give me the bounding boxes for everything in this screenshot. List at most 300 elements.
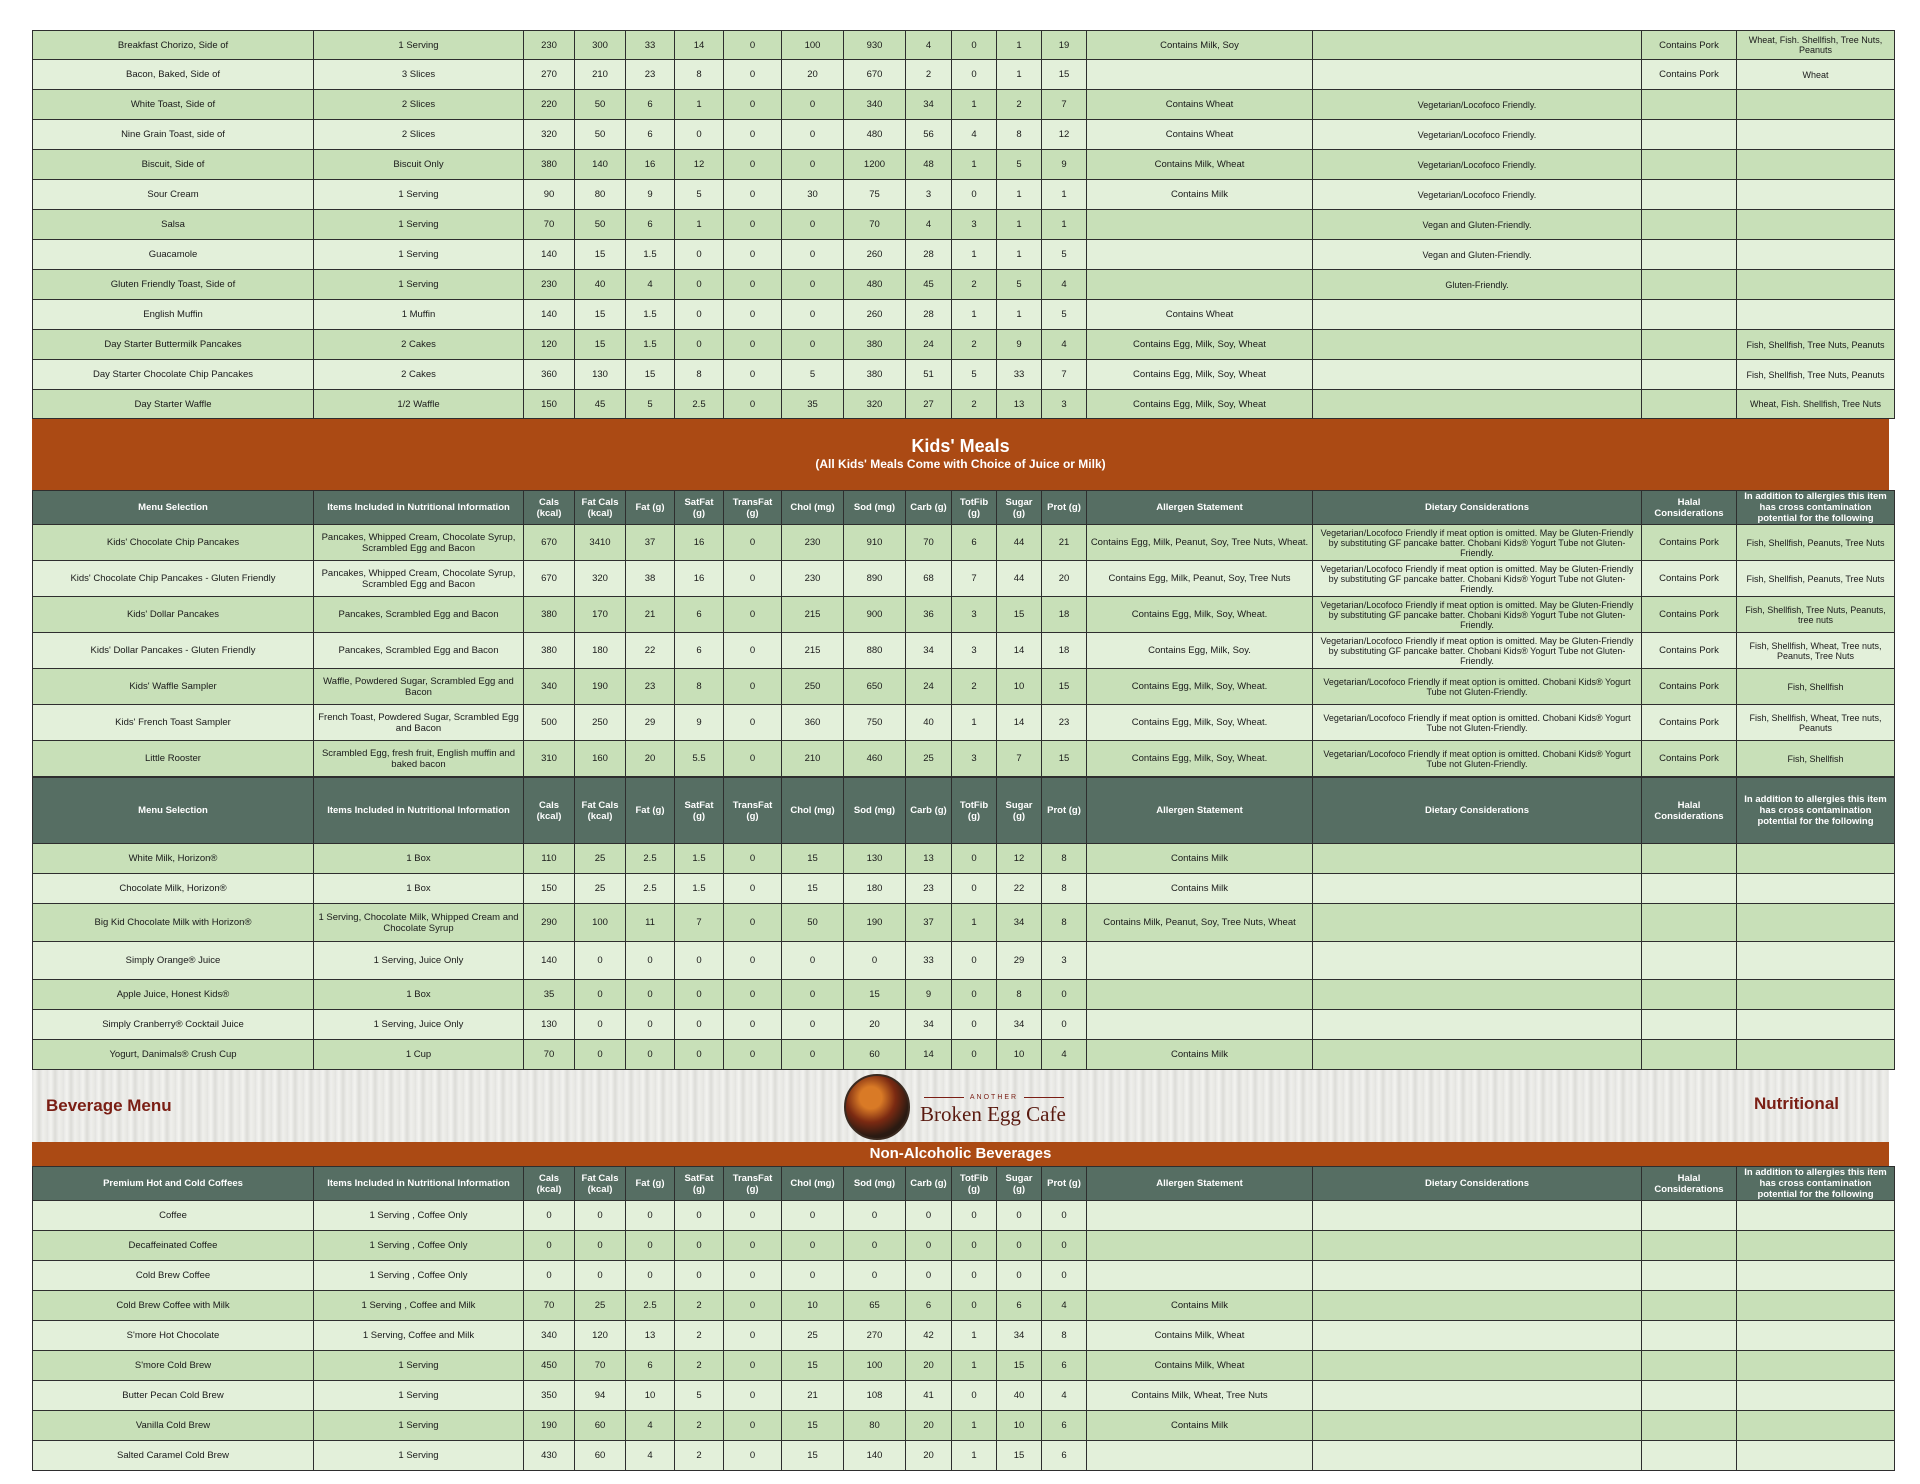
cell-allergen: Contains Egg, Milk, Soy, Wheat. <box>1087 597 1313 633</box>
cell-cross: Fish, Shellfish, Wheat, Tree nuts, Peanuts <box>1737 705 1895 741</box>
cell-sod: 60 <box>844 1040 906 1070</box>
table-row <box>33 270 1895 300</box>
cell-prot: 15 <box>1042 60 1087 90</box>
cell-trans: 0 <box>724 597 782 633</box>
cell-fib: 3 <box>952 210 997 240</box>
column-header-fib: TotFib (g) <box>952 778 997 844</box>
cell-carb: 34 <box>906 1010 952 1040</box>
cell-sod: 460 <box>844 741 906 777</box>
cell-halal <box>1642 1441 1737 1471</box>
cell-sod: 20 <box>844 1010 906 1040</box>
table-row <box>33 705 1895 741</box>
cell-fatcals: 25 <box>575 844 626 874</box>
cell-cross <box>1737 120 1895 150</box>
cell-trans: 0 <box>724 942 782 980</box>
cell-fib: 5 <box>952 360 997 390</box>
cell-halal <box>1642 1321 1737 1351</box>
cell-fat: 11 <box>626 904 675 942</box>
table-row <box>33 210 1895 240</box>
cell-satfat: 1.5 <box>675 874 724 904</box>
cell-name: Simply Cranberry® Cocktail Juice <box>33 1010 314 1040</box>
cell-chol: 0 <box>782 210 844 240</box>
cell-chol: 230 <box>782 561 844 597</box>
cell-cross <box>1737 1291 1895 1321</box>
column-header-dietary: Dietary Considerations <box>1313 491 1642 525</box>
cell-cals: 70 <box>524 210 575 240</box>
cell-cals: 500 <box>524 705 575 741</box>
cell-sod: 260 <box>844 300 906 330</box>
cell-fatcals: 94 <box>575 1381 626 1411</box>
cell-trans: 0 <box>724 1351 782 1381</box>
cell-dietary: Vegetarian/Locofoco Friendly. <box>1313 180 1642 210</box>
cell-trans: 0 <box>724 60 782 90</box>
header-row <box>33 778 1895 844</box>
cell-serving: 1 Serving <box>314 1351 524 1381</box>
cell-chol: 250 <box>782 669 844 705</box>
cell-trans: 0 <box>724 1381 782 1411</box>
cell-sod: 320 <box>844 390 906 419</box>
cell-carb: 20 <box>906 1441 952 1471</box>
cell-name: Kids' French Toast Sampler <box>33 705 314 741</box>
cell-cross <box>1737 1381 1895 1411</box>
table-row <box>33 90 1895 120</box>
cell-serving: 1 Serving, Coffee and Milk <box>314 1321 524 1351</box>
cell-sugar: 0 <box>997 1261 1042 1291</box>
cell-carb: 13 <box>906 844 952 874</box>
cell-cross <box>1737 844 1895 874</box>
column-header-fib: TotFib (g) <box>952 1167 997 1201</box>
cell-halal <box>1642 360 1737 390</box>
column-header-dietary: Dietary Considerations <box>1313 1167 1642 1201</box>
cell-serving: 1 Serving <box>314 1441 524 1471</box>
cell-fatcals: 0 <box>575 980 626 1010</box>
cell-sugar: 8 <box>997 120 1042 150</box>
cell-satfat: 5 <box>675 1381 724 1411</box>
table-row <box>33 1411 1895 1441</box>
cell-prot: 7 <box>1042 90 1087 120</box>
cell-cross <box>1737 1231 1895 1261</box>
cell-sod: 380 <box>844 360 906 390</box>
cell-dietary <box>1313 1201 1642 1231</box>
column-header-items: Items Included in Nutritional Information <box>314 778 524 844</box>
cell-dietary <box>1313 980 1642 1010</box>
cell-halal <box>1642 390 1737 419</box>
cell-sugar: 10 <box>997 1040 1042 1070</box>
cell-halal <box>1642 240 1737 270</box>
cell-carb: 4 <box>906 210 952 240</box>
cell-prot: 18 <box>1042 597 1087 633</box>
column-header-allergen: Allergen Statement <box>1087 491 1313 525</box>
non-alcoholic-banner: Non-Alcoholic Beverages <box>32 1142 1889 1166</box>
cell-cals: 670 <box>524 525 575 561</box>
column-header-sugar: Sugar (g) <box>997 1167 1042 1201</box>
cell-sod: 0 <box>844 1231 906 1261</box>
table-row <box>33 300 1895 330</box>
table-row <box>33 633 1895 669</box>
cell-halal <box>1642 120 1737 150</box>
cell-trans: 0 <box>724 360 782 390</box>
cell-satfat: 8 <box>675 60 724 90</box>
cell-satfat: 16 <box>675 561 724 597</box>
cell-allergen: Contains Milk <box>1087 1411 1313 1441</box>
cell-cals: 130 <box>524 1010 575 1040</box>
cell-name: Day Starter Buttermilk Pancakes <box>33 330 314 360</box>
cell-fatcals: 0 <box>575 1010 626 1040</box>
cell-sugar: 13 <box>997 390 1042 419</box>
cell-trans: 0 <box>724 525 782 561</box>
cell-sugar: 44 <box>997 525 1042 561</box>
column-header-fat: Fat (g) <box>626 1167 675 1201</box>
column-header-sod: Sod (mg) <box>844 491 906 525</box>
cell-allergen: Contains Egg, Milk, Peanut, Soy, Tree Nuts, Wheat. <box>1087 525 1313 561</box>
cell-chol: 21 <box>782 1381 844 1411</box>
cell-serving: 2 Slices <box>314 120 524 150</box>
cell-carb: 20 <box>906 1351 952 1381</box>
cell-fib: 1 <box>952 904 997 942</box>
cell-satfat: 1 <box>675 210 724 240</box>
column-header-satfat: SatFat (g) <box>675 1167 724 1201</box>
cell-chol: 0 <box>782 120 844 150</box>
cell-chol: 50 <box>782 904 844 942</box>
cell-prot: 7 <box>1042 360 1087 390</box>
cell-trans: 0 <box>724 210 782 240</box>
column-header-carb: Carb (g) <box>906 491 952 525</box>
cell-fatcals: 80 <box>575 180 626 210</box>
cell-fatcals: 0 <box>575 1261 626 1291</box>
cell-serving: 1 Box <box>314 980 524 1010</box>
cell-fib: 3 <box>952 741 997 777</box>
column-header-trans: TransFat (g) <box>724 491 782 525</box>
cell-fat: 0 <box>626 942 675 980</box>
cell-fib: 1 <box>952 1411 997 1441</box>
cell-cals: 380 <box>524 633 575 669</box>
cell-fatcals: 0 <box>575 1201 626 1231</box>
column-header-halal: Halal Considerations <box>1642 491 1737 525</box>
column-header-cals: Cals (kcal) <box>524 491 575 525</box>
cell-carb: 24 <box>906 330 952 360</box>
cell-cals: 190 <box>524 1411 575 1441</box>
cell-serving: 1 Serving, Chocolate Milk, Whipped Cream and Chocolate Syrup <box>314 904 524 942</box>
cell-fat: 20 <box>626 741 675 777</box>
cell-trans: 0 <box>724 330 782 360</box>
cell-sugar: 40 <box>997 1381 1042 1411</box>
cell-sugar: 12 <box>997 844 1042 874</box>
cell-sugar: 44 <box>997 561 1042 597</box>
cell-name: Big Kid Chocolate Milk with Horizon® <box>33 904 314 942</box>
column-header-fat: Fat (g) <box>626 778 675 844</box>
cell-satfat: 2 <box>675 1411 724 1441</box>
cell-satfat: 0 <box>675 1010 724 1040</box>
cell-cals: 230 <box>524 31 575 60</box>
nutritional-label: Nutritional <box>1754 1094 1839 1113</box>
cell-halal: Contains Pork <box>1642 633 1737 669</box>
cell-fib: 0 <box>952 844 997 874</box>
cell-halal <box>1642 180 1737 210</box>
cell-name: Salsa <box>33 210 314 240</box>
cell-serving: 1 Serving , Coffee Only <box>314 1231 524 1261</box>
table-row <box>33 1231 1895 1261</box>
cell-halal <box>1642 980 1737 1010</box>
cell-trans: 0 <box>724 1261 782 1291</box>
cell-allergen: Contains Milk <box>1087 844 1313 874</box>
cell-cross: Fish, Shellfish, Tree Nuts, Peanuts <box>1737 330 1895 360</box>
cell-carb: 0 <box>906 1261 952 1291</box>
cell-trans: 0 <box>724 633 782 669</box>
cell-fib: 2 <box>952 390 997 419</box>
cell-prot: 3 <box>1042 390 1087 419</box>
cell-serving: 1 Serving <box>314 180 524 210</box>
cell-cross <box>1737 1351 1895 1381</box>
cell-serving: 3 Slices <box>314 60 524 90</box>
cell-name: Day Starter Chocolate Chip Pancakes <box>33 360 314 390</box>
cell-satfat: 2 <box>675 1441 724 1471</box>
cell-fat: 23 <box>626 669 675 705</box>
cell-halal: Contains Pork <box>1642 669 1737 705</box>
cell-serving: 1 Serving , Coffee Only <box>314 1261 524 1291</box>
cell-serving: 1 Serving, Juice Only <box>314 1010 524 1040</box>
cell-prot: 4 <box>1042 1381 1087 1411</box>
cell-chol: 5 <box>782 360 844 390</box>
cell-sugar: 14 <box>997 705 1042 741</box>
cell-trans: 0 <box>724 904 782 942</box>
table-row <box>33 1010 1895 1040</box>
cell-dietary <box>1313 904 1642 942</box>
cell-dietary <box>1313 844 1642 874</box>
cell-serving: 1 Serving <box>314 1411 524 1441</box>
cell-dietary <box>1313 1040 1642 1070</box>
cell-allergen: Contains Milk, Wheat, Tree Nuts <box>1087 1381 1313 1411</box>
column-header-halal: Halal Considerations <box>1642 778 1737 844</box>
cell-fib: 2 <box>952 270 997 300</box>
cell-name: Kids' Chocolate Chip Pancakes - Gluten Friendly <box>33 561 314 597</box>
cell-dietary <box>1313 1411 1642 1441</box>
cell-carb: 27 <box>906 390 952 419</box>
cell-cals: 140 <box>524 942 575 980</box>
cell-sod: 0 <box>844 942 906 980</box>
cell-carb: 56 <box>906 120 952 150</box>
cell-trans: 0 <box>724 1010 782 1040</box>
cell-prot: 8 <box>1042 874 1087 904</box>
cell-chol: 215 <box>782 597 844 633</box>
kids-meals-subtitle: (All Kids' Meals Come with Choice of Juice or Milk) <box>815 457 1106 471</box>
column-header-trans: TransFat (g) <box>724 1167 782 1201</box>
cell-allergen: Contains Egg, Milk, Soy. <box>1087 633 1313 669</box>
cell-fatcals: 45 <box>575 390 626 419</box>
cell-sugar: 34 <box>997 1321 1042 1351</box>
cell-sugar: 2 <box>997 90 1042 120</box>
cell-carb: 70 <box>906 525 952 561</box>
cell-serving: Pancakes, Whipped Cream, Chocolate Syrup, Scrambled Egg and Bacon <box>314 561 524 597</box>
cell-chol: 15 <box>782 874 844 904</box>
cell-cals: 430 <box>524 1441 575 1471</box>
column-header-chol: Chol (mg) <box>782 491 844 525</box>
table-row <box>33 180 1895 210</box>
cell-allergen: Contains Milk, Peanut, Soy, Tree Nuts, Wheat <box>1087 904 1313 942</box>
cell-carb: 40 <box>906 705 952 741</box>
cell-cross: Fish, Shellfish, Peanuts, Tree Nuts <box>1737 561 1895 597</box>
cell-halal <box>1642 1261 1737 1291</box>
cell-chol: 0 <box>782 330 844 360</box>
cell-chol: 15 <box>782 1441 844 1471</box>
cell-serving: Scrambled Egg, fresh fruit, English muffin and baked bacon <box>314 741 524 777</box>
cell-cross: Wheat <box>1737 60 1895 90</box>
cell-satfat: 12 <box>675 150 724 180</box>
cell-cross <box>1737 980 1895 1010</box>
column-header-menu: Menu Selection <box>33 491 314 525</box>
cell-satfat: 5.5 <box>675 741 724 777</box>
cell-name: Bacon, Baked, Side of <box>33 60 314 90</box>
cell-fatcals: 60 <box>575 1411 626 1441</box>
kids-meals-table <box>32 490 1895 777</box>
cell-fat: 1.5 <box>626 240 675 270</box>
cell-chol: 360 <box>782 705 844 741</box>
cell-prot: 1 <box>1042 210 1087 240</box>
logo-name: Broken Egg Cafe <box>920 1102 1066 1126</box>
cell-dietary: Vegetarian/Locofoco Friendly if meat option is omitted. May be Gluten-Friendly by substituting GF pancake batter. Chobani Kids® Yogurt Tube not Gluten-Friendly. <box>1313 633 1642 669</box>
cell-dietary <box>1313 1291 1642 1321</box>
column-header-allergen: Allergen Statement <box>1087 1167 1313 1201</box>
cell-sod: 80 <box>844 1411 906 1441</box>
cell-sugar: 0 <box>997 1201 1042 1231</box>
cell-allergen <box>1087 60 1313 90</box>
cell-halal <box>1642 1201 1737 1231</box>
cell-name: White Toast, Side of <box>33 90 314 120</box>
cell-satfat: 9 <box>675 705 724 741</box>
cell-fib: 0 <box>952 942 997 980</box>
cell-dietary: Vegetarian/Locofoco Friendly if meat option is omitted. May be Gluten-Friendly by substituting GF pancake batter. Chobani Kids® Yogurt Tube not Gluten-Friendly. <box>1313 597 1642 633</box>
cell-satfat: 0 <box>675 1261 724 1291</box>
cell-cals: 320 <box>524 120 575 150</box>
cell-serving: 2 Cakes <box>314 360 524 390</box>
cell-halal: Contains Pork <box>1642 597 1737 633</box>
header-row <box>33 1167 1895 1201</box>
cell-chol: 210 <box>782 741 844 777</box>
cell-allergen: Contains Egg, Milk, Peanut, Soy, Tree Nuts <box>1087 561 1313 597</box>
cell-serving: 1 Box <box>314 844 524 874</box>
column-header-dietary: Dietary Considerations <box>1313 778 1642 844</box>
cell-prot: 23 <box>1042 705 1087 741</box>
cell-trans: 0 <box>724 980 782 1010</box>
cell-sod: 130 <box>844 844 906 874</box>
cell-trans: 0 <box>724 741 782 777</box>
cell-serving: 1/2 Waffle <box>314 390 524 419</box>
cell-name: Nine Grain Toast, side of <box>33 120 314 150</box>
cell-halal <box>1642 90 1737 120</box>
cell-sugar: 10 <box>997 1411 1042 1441</box>
cell-carb: 9 <box>906 980 952 1010</box>
cell-serving: 1 Muffin <box>314 300 524 330</box>
cell-serving: 1 Serving <box>314 270 524 300</box>
cell-name: Guacamole <box>33 240 314 270</box>
cell-fib: 0 <box>952 31 997 60</box>
cell-chol: 15 <box>782 1351 844 1381</box>
cell-trans: 0 <box>724 1231 782 1261</box>
cell-trans: 0 <box>724 705 782 741</box>
cell-cals: 230 <box>524 270 575 300</box>
cell-sugar: 14 <box>997 633 1042 669</box>
column-header-fib: TotFib (g) <box>952 491 997 525</box>
table-row <box>33 390 1895 419</box>
cell-serving: Pancakes, Scrambled Egg and Bacon <box>314 633 524 669</box>
cell-halal <box>1642 330 1737 360</box>
cell-name: Simply Orange® Juice <box>33 942 314 980</box>
column-header-prot: Prot (g) <box>1042 491 1087 525</box>
cell-dietary: Vegetarian/Locofoco Friendly if meat option is omitted. Chobani Kids® Yogurt Tube not Gluten-Friendly. <box>1313 705 1642 741</box>
cell-fib: 0 <box>952 980 997 1010</box>
table-row <box>33 874 1895 904</box>
cell-fatcals: 50 <box>575 210 626 240</box>
cell-cals: 110 <box>524 844 575 874</box>
column-header-menu: Menu Selection <box>33 778 314 844</box>
cell-fat: 4 <box>626 1441 675 1471</box>
cell-trans: 0 <box>724 390 782 419</box>
cell-carb: 14 <box>906 1040 952 1070</box>
cell-chol: 0 <box>782 300 844 330</box>
column-header-satfat: SatFat (g) <box>675 778 724 844</box>
cell-fib: 0 <box>952 1261 997 1291</box>
cell-serving: 1 Serving , Coffee and Milk <box>314 1291 524 1321</box>
cell-dietary <box>1313 1441 1642 1471</box>
table-row <box>33 330 1895 360</box>
cell-satfat: 2.5 <box>675 390 724 419</box>
column-header-chol: Chol (mg) <box>782 1167 844 1201</box>
cell-carb: 2 <box>906 60 952 90</box>
cell-halal <box>1642 300 1737 330</box>
cell-allergen: Contains Egg, Milk, Soy, Wheat <box>1087 360 1313 390</box>
cell-fib: 0 <box>952 1291 997 1321</box>
cell-cross: Fish, Shellfish, Peanuts, Tree Nuts <box>1737 525 1895 561</box>
table-row <box>33 150 1895 180</box>
cell-satfat: 14 <box>675 31 724 60</box>
cell-prot: 3 <box>1042 942 1087 980</box>
cell-sugar: 0 <box>997 1231 1042 1261</box>
cell-name: Butter Pecan Cold Brew <box>33 1381 314 1411</box>
cell-allergen: Contains Milk, Soy <box>1087 31 1313 60</box>
cell-name: Cold Brew Coffee <box>33 1261 314 1291</box>
cell-satfat: 0 <box>675 240 724 270</box>
cell-allergen: Contains Egg, Milk, Soy, Wheat <box>1087 330 1313 360</box>
cell-prot: 19 <box>1042 31 1087 60</box>
cell-fatcals: 60 <box>575 1441 626 1471</box>
cell-cals: 0 <box>524 1261 575 1291</box>
column-header-sod: Sod (mg) <box>844 1167 906 1201</box>
cell-prot: 15 <box>1042 741 1087 777</box>
cell-serving: 1 Serving <box>314 1381 524 1411</box>
table-row <box>33 980 1895 1010</box>
cell-halal <box>1642 150 1737 180</box>
brand-logo <box>844 1074 1094 1140</box>
cell-sod: 70 <box>844 210 906 240</box>
beverage-menu-title: Beverage Menu <box>46 1096 172 1115</box>
cell-fat: 0 <box>626 1040 675 1070</box>
cell-chol: 30 <box>782 180 844 210</box>
cell-sod: 380 <box>844 330 906 360</box>
cell-dietary <box>1313 1351 1642 1381</box>
cell-satfat: 1 <box>675 90 724 120</box>
cell-name: Gluten Friendly Toast, Side of <box>33 270 314 300</box>
table-row <box>33 1201 1895 1231</box>
column-header-sod: Sod (mg) <box>844 778 906 844</box>
cell-satfat: 5 <box>675 180 724 210</box>
cell-fatcals: 300 <box>575 31 626 60</box>
cell-sugar: 33 <box>997 360 1042 390</box>
cell-sod: 900 <box>844 597 906 633</box>
table-row <box>33 597 1895 633</box>
cell-sod: 480 <box>844 120 906 150</box>
cell-cals: 360 <box>524 360 575 390</box>
cell-fib: 1 <box>952 300 997 330</box>
cell-prot: 6 <box>1042 1441 1087 1471</box>
